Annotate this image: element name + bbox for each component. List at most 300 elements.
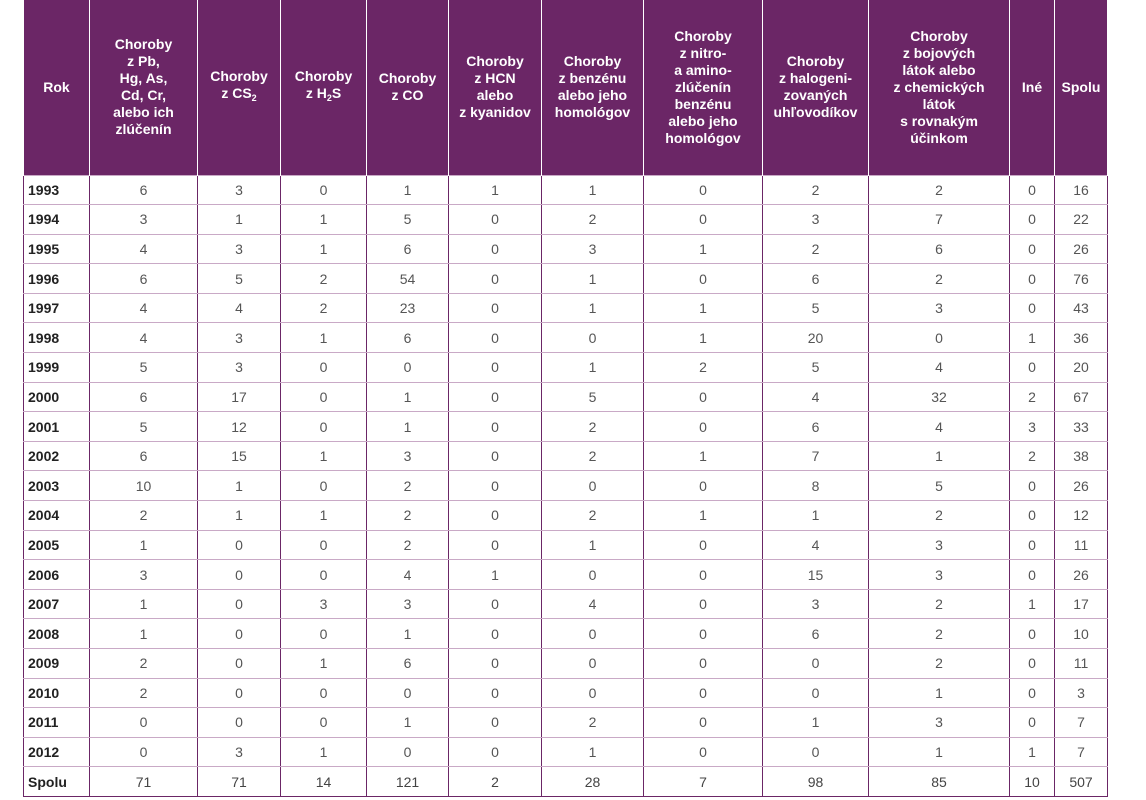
value-cell: 4 <box>542 589 644 619</box>
value-cell: 11 <box>1055 649 1108 679</box>
value-cell: 2 <box>542 441 644 471</box>
value-cell: 0 <box>1010 234 1055 264</box>
value-cell: 11 <box>1055 530 1108 560</box>
value-cell: 3 <box>542 234 644 264</box>
value-cell: 0 <box>1010 619 1055 649</box>
table-row <box>24 530 1108 560</box>
value-cell: 1 <box>763 501 869 531</box>
table-row <box>24 501 1108 531</box>
value-cell: 0 <box>763 649 869 679</box>
value-cell: 6 <box>367 323 449 353</box>
value-cell: 0 <box>644 264 763 294</box>
value-cell: 2 <box>367 471 449 501</box>
table-row <box>24 619 1108 649</box>
value-cell: 0 <box>367 678 449 708</box>
value-cell: 0 <box>644 589 763 619</box>
value-cell: 0 <box>367 737 449 767</box>
value-cell: 0 <box>449 382 542 412</box>
value-cell: 1 <box>367 382 449 412</box>
value-cell: 26 <box>1055 560 1108 590</box>
column-header-line: z benzénu <box>558 70 627 87</box>
column-header-line: Choroby <box>563 53 622 70</box>
value-cell: 3 <box>281 589 367 619</box>
value-cell: 2 <box>281 264 367 294</box>
value-cell: 16 <box>1055 175 1108 205</box>
value-cell: 10 <box>1010 767 1055 797</box>
value-cell: 1 <box>542 530 644 560</box>
value-cell: 15 <box>198 441 281 471</box>
value-cell: 1 <box>644 234 763 264</box>
column-header <box>198 0 281 175</box>
value-cell: 0 <box>542 471 644 501</box>
value-cell: 0 <box>198 649 281 679</box>
value-cell: 5 <box>542 382 644 412</box>
value-cell: 5 <box>90 412 198 442</box>
value-cell: 0 <box>90 708 198 738</box>
value-cell: 22 <box>1055 205 1108 235</box>
value-cell: 6 <box>367 649 449 679</box>
value-cell: 20 <box>1055 353 1108 383</box>
value-cell: 1 <box>542 264 644 294</box>
value-cell: 0 <box>1010 264 1055 294</box>
value-cell: 0 <box>449 441 542 471</box>
column-header-line: Choroby <box>466 53 524 70</box>
value-cell: 0 <box>198 708 281 738</box>
column-header-line: Choroby <box>910 27 968 44</box>
value-cell: 54 <box>367 264 449 294</box>
value-cell: 71 <box>90 767 198 797</box>
value-cell: 7 <box>763 441 869 471</box>
value-cell: 4 <box>367 560 449 590</box>
table-row <box>24 382 1108 412</box>
table-row <box>24 441 1108 471</box>
value-cell: 1 <box>644 323 763 353</box>
value-cell: 0 <box>198 530 281 560</box>
column-header-line: Choroby <box>786 53 845 70</box>
value-cell: 2 <box>763 175 869 205</box>
column-header-line: z halogeni- <box>778 70 853 87</box>
value-cell: 3 <box>198 234 281 264</box>
value-cell: 1 <box>198 501 281 531</box>
value-cell: 5 <box>198 264 281 294</box>
table-row <box>24 353 1108 383</box>
value-cell: 1 <box>869 678 1010 708</box>
column-header-line: z chemických <box>893 78 985 95</box>
value-cell: 0 <box>449 234 542 264</box>
value-cell: 7 <box>644 767 763 797</box>
value-cell: 1 <box>644 441 763 471</box>
value-cell: 5 <box>763 353 869 383</box>
column-header-line: Hg, As, <box>119 70 168 87</box>
value-cell: 1 <box>198 205 281 235</box>
value-cell: 0 <box>281 471 367 501</box>
value-cell: 2 <box>542 501 644 531</box>
column-header <box>90 0 198 175</box>
column-header-formula: z H <box>305 84 327 101</box>
column-header-line: z bojových <box>902 44 976 61</box>
value-cell: 2 <box>869 649 1010 679</box>
value-cell: 26 <box>1055 471 1108 501</box>
column-header <box>1010 0 1055 175</box>
value-cell: 3 <box>198 353 281 383</box>
value-cell: 0 <box>644 382 763 412</box>
value-cell: 0 <box>449 737 542 767</box>
value-cell: 3 <box>763 205 869 235</box>
value-cell: 5 <box>869 471 1010 501</box>
value-cell: 0 <box>449 501 542 531</box>
value-cell: 32 <box>869 382 1010 412</box>
value-cell: 121 <box>367 767 449 797</box>
value-cell: 4 <box>198 293 281 323</box>
value-cell: 0 <box>1010 708 1055 738</box>
column-header-line: Choroby <box>378 70 437 87</box>
value-cell: 3 <box>367 589 449 619</box>
value-cell: 67 <box>1055 382 1108 412</box>
column-header <box>367 0 449 175</box>
value-cell: 0 <box>542 323 644 353</box>
value-cell: 0 <box>1010 530 1055 560</box>
year-cell: 1994 <box>24 205 90 235</box>
year-cell: 2005 <box>24 530 90 560</box>
column-header-line: alebo jeho <box>557 87 628 104</box>
total-row <box>24 767 1108 797</box>
value-cell: 0 <box>449 205 542 235</box>
column-header-line: Choroby <box>114 36 173 53</box>
value-cell: 6 <box>367 234 449 264</box>
value-cell: 3 <box>869 530 1010 560</box>
value-cell: 1 <box>281 234 367 264</box>
value-cell: 1 <box>281 441 367 471</box>
table-row <box>24 708 1108 738</box>
value-cell: 7 <box>869 205 1010 235</box>
value-cell: 2 <box>644 353 763 383</box>
year-cell: 1998 <box>24 323 90 353</box>
value-cell: 38 <box>1055 441 1108 471</box>
occupational-disease-table <box>23 0 1108 797</box>
value-cell: 507 <box>1055 767 1108 797</box>
value-cell: 5 <box>763 293 869 323</box>
year-cell: 1996 <box>24 264 90 294</box>
value-cell: 1 <box>542 737 644 767</box>
table-row <box>24 412 1108 442</box>
value-cell: 0 <box>449 412 542 442</box>
value-cell: 1 <box>542 293 644 323</box>
value-cell: 0 <box>281 619 367 649</box>
value-cell: 1 <box>281 501 367 531</box>
column-header-line: účinkom <box>910 129 968 146</box>
value-cell: 3 <box>869 293 1010 323</box>
value-cell: 0 <box>281 412 367 442</box>
value-cell: 5 <box>367 205 449 235</box>
value-cell: 0 <box>644 678 763 708</box>
value-cell: 1 <box>198 471 281 501</box>
value-cell: 0 <box>449 264 542 294</box>
year-cell: 1993 <box>24 175 90 205</box>
value-cell: 2 <box>869 175 1010 205</box>
value-cell: 4 <box>90 323 198 353</box>
value-cell: 0 <box>542 649 644 679</box>
value-cell: 20 <box>763 323 869 353</box>
column-header <box>24 0 90 175</box>
value-cell: 0 <box>644 205 763 235</box>
value-cell: 1 <box>869 441 1010 471</box>
value-cell: 0 <box>281 382 367 412</box>
value-cell: 0 <box>644 560 763 590</box>
value-cell: 71 <box>198 767 281 797</box>
value-cell: 6 <box>869 234 1010 264</box>
table-row <box>24 737 1108 767</box>
column-header-line: homológov <box>665 129 741 146</box>
table-row <box>24 678 1108 708</box>
column-header-line: a amino- <box>674 61 732 78</box>
value-cell: 0 <box>198 560 281 590</box>
value-cell: 2 <box>869 619 1010 649</box>
column-header-line: látok alebo <box>902 61 976 78</box>
table-row <box>24 234 1108 264</box>
table-body <box>24 175 1108 796</box>
table-row <box>24 264 1108 294</box>
value-cell: 1 <box>644 501 763 531</box>
value-cell: 10 <box>1055 619 1108 649</box>
column-header <box>449 0 542 175</box>
value-cell: 2 <box>90 649 198 679</box>
value-cell: 0 <box>449 678 542 708</box>
value-cell: 0 <box>449 293 542 323</box>
value-cell: 3 <box>198 323 281 353</box>
column-header-line: homológov <box>554 104 631 121</box>
value-cell: 0 <box>449 619 542 649</box>
total-label-cell: Spolu <box>24 767 90 797</box>
value-cell: 0 <box>198 619 281 649</box>
value-cell: 2 <box>367 530 449 560</box>
value-cell: 0 <box>1010 293 1055 323</box>
value-cell: 6 <box>90 441 198 471</box>
column-header-line: uhľovodíkov <box>773 104 858 121</box>
value-cell: 3 <box>1055 678 1108 708</box>
value-cell: 5 <box>90 353 198 383</box>
column-header-line: z Pb, <box>127 53 160 70</box>
value-cell: 1 <box>1010 323 1055 353</box>
value-cell: 4 <box>869 412 1010 442</box>
column-header-subscript: 2 <box>251 92 257 103</box>
value-cell: 15 <box>763 560 869 590</box>
value-cell: 8 <box>763 471 869 501</box>
column-header-line: alebo jeho <box>668 112 738 129</box>
value-cell: 0 <box>1010 501 1055 531</box>
column-header-line: s rovnakým <box>900 112 978 129</box>
column-header-line: benzénu <box>674 95 732 112</box>
value-cell: 0 <box>449 353 542 383</box>
value-cell: 0 <box>281 560 367 590</box>
value-cell: 0 <box>644 471 763 501</box>
table-row <box>24 589 1108 619</box>
value-cell: 2 <box>869 501 1010 531</box>
value-cell: 1 <box>90 589 198 619</box>
year-cell: 2006 <box>24 560 90 590</box>
year-cell: 2000 <box>24 382 90 412</box>
value-cell: 0 <box>449 471 542 501</box>
value-cell: 0 <box>1010 471 1055 501</box>
table-row <box>24 649 1108 679</box>
table-header-row <box>24 0 1108 175</box>
value-cell: 6 <box>90 264 198 294</box>
value-cell: 0 <box>449 649 542 679</box>
value-cell: 0 <box>542 619 644 649</box>
column-header <box>763 0 869 175</box>
value-cell: 6 <box>90 382 198 412</box>
value-cell: 17 <box>198 382 281 412</box>
column-header-line: látok <box>922 95 956 112</box>
column-header <box>1055 0 1108 175</box>
value-cell: 3 <box>90 560 198 590</box>
value-cell: 0 <box>449 589 542 619</box>
value-cell: 85 <box>869 767 1010 797</box>
year-cell: 2004 <box>24 501 90 531</box>
value-cell: 1 <box>281 323 367 353</box>
value-cell: 17 <box>1055 589 1108 619</box>
column-header-line: z CO <box>391 87 424 104</box>
column-header-line: Iné <box>1021 78 1043 95</box>
value-cell: 0 <box>1010 678 1055 708</box>
value-cell: 33 <box>1055 412 1108 442</box>
table-row <box>24 205 1108 235</box>
value-cell: 4 <box>763 382 869 412</box>
column-header-line: Choroby <box>674 27 732 44</box>
value-cell: 3 <box>869 560 1010 590</box>
value-cell: 0 <box>281 678 367 708</box>
column-header-line: z nitro- <box>679 44 727 61</box>
year-cell: 1995 <box>24 234 90 264</box>
value-cell: 6 <box>763 264 869 294</box>
year-cell: 2010 <box>24 678 90 708</box>
year-cell: 2003 <box>24 471 90 501</box>
value-cell: 1 <box>367 708 449 738</box>
value-cell: 1 <box>763 708 869 738</box>
value-cell: 1 <box>281 737 367 767</box>
value-cell: 3 <box>198 737 281 767</box>
value-cell: 2 <box>90 501 198 531</box>
value-cell: 0 <box>644 530 763 560</box>
column-header-subscript: 2 <box>326 92 332 103</box>
value-cell: 0 <box>542 560 644 590</box>
value-cell: 6 <box>90 175 198 205</box>
value-cell: 2 <box>542 205 644 235</box>
year-cell: 2002 <box>24 441 90 471</box>
value-cell: 12 <box>198 412 281 442</box>
value-cell: 2 <box>449 767 542 797</box>
column-header <box>542 0 644 175</box>
table-row <box>24 471 1108 501</box>
year-cell: 2001 <box>24 412 90 442</box>
value-cell: 1 <box>644 293 763 323</box>
value-cell: 2 <box>542 708 644 738</box>
value-cell: 23 <box>367 293 449 323</box>
value-cell: 3 <box>763 589 869 619</box>
value-cell: 0 <box>644 649 763 679</box>
value-cell: 3 <box>367 441 449 471</box>
column-header-line: alebo <box>476 87 514 104</box>
value-cell: 6 <box>763 619 869 649</box>
column-header-line: Spolu <box>1061 78 1101 95</box>
value-cell: 0 <box>1010 205 1055 235</box>
year-cell: 2007 <box>24 589 90 619</box>
value-cell: 0 <box>1010 353 1055 383</box>
value-cell: 0 <box>1010 560 1055 590</box>
value-cell: 4 <box>869 353 1010 383</box>
column-header-line: zlúčenín <box>674 78 731 95</box>
value-cell: 1 <box>367 619 449 649</box>
value-cell: 0 <box>644 708 763 738</box>
column-header-line: zlúčenín <box>115 121 172 138</box>
value-cell: 76 <box>1055 264 1108 294</box>
value-cell: 0 <box>644 737 763 767</box>
table-row <box>24 560 1108 590</box>
value-cell: 36 <box>1055 323 1108 353</box>
value-cell: 0 <box>644 412 763 442</box>
column-header-line: z HCN <box>474 70 516 87</box>
value-cell: 0 <box>542 678 644 708</box>
value-cell: 0 <box>1010 175 1055 205</box>
value-cell: 3 <box>90 205 198 235</box>
value-cell: 1 <box>90 619 198 649</box>
value-cell: 2 <box>869 589 1010 619</box>
column-header <box>644 0 763 175</box>
value-cell: 0 <box>644 619 763 649</box>
year-cell: 1999 <box>24 353 90 383</box>
value-cell: 4 <box>90 234 198 264</box>
value-cell: 4 <box>763 530 869 560</box>
value-cell: 0 <box>281 708 367 738</box>
value-cell: 1 <box>542 175 644 205</box>
value-cell: 0 <box>449 323 542 353</box>
value-cell: 3 <box>1010 412 1055 442</box>
value-cell: 7 <box>1055 708 1108 738</box>
value-cell: 1 <box>869 737 1010 767</box>
year-cell: 2009 <box>24 649 90 679</box>
value-cell: 0 <box>281 175 367 205</box>
value-cell: 2 <box>542 412 644 442</box>
value-cell: 2 <box>90 678 198 708</box>
value-cell: 0 <box>869 323 1010 353</box>
column-header-line: Rok <box>43 78 70 95</box>
value-cell: 1 <box>449 175 542 205</box>
value-cell: 2 <box>1010 382 1055 412</box>
table-row <box>24 293 1108 323</box>
value-cell: 28 <box>542 767 644 797</box>
column-header <box>869 0 1010 175</box>
value-cell: 1 <box>1010 589 1055 619</box>
value-cell: 1 <box>542 353 644 383</box>
column-header-line: Cd, Cr, <box>120 87 167 104</box>
value-cell: 6 <box>763 412 869 442</box>
year-cell: 2008 <box>24 619 90 649</box>
value-cell: 2 <box>1010 441 1055 471</box>
value-cell: 43 <box>1055 293 1108 323</box>
value-cell: 1 <box>1010 737 1055 767</box>
value-cell: 12 <box>1055 501 1108 531</box>
value-cell: 98 <box>763 767 869 797</box>
value-cell: 2 <box>281 293 367 323</box>
value-cell: 2 <box>763 234 869 264</box>
value-cell: 1 <box>90 530 198 560</box>
value-cell: 0 <box>449 708 542 738</box>
value-cell: 0 <box>1010 649 1055 679</box>
column-header-line: alebo ich <box>113 104 174 121</box>
value-cell: 1 <box>281 205 367 235</box>
year-cell: 2012 <box>24 737 90 767</box>
column-header-line: z kyanidov <box>459 104 531 121</box>
column-header-line: zovaných <box>783 87 848 104</box>
